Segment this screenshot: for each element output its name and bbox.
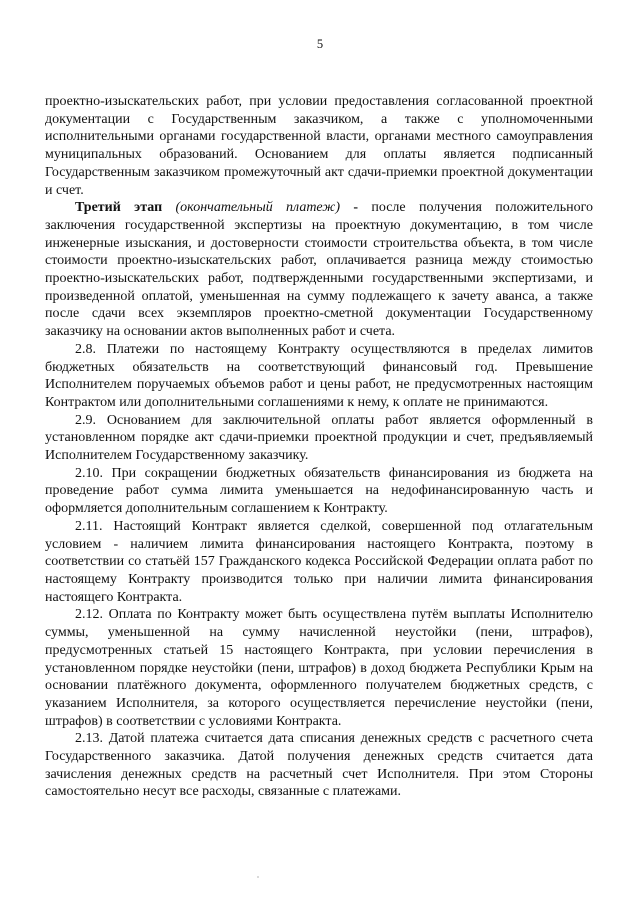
scan-speck bbox=[257, 876, 259, 878]
paragraph-third-stage bbox=[45, 199, 593, 341]
page-number: 5 bbox=[316, 37, 324, 51]
clause-2-9: 2.9. Основанием для заключительной оплаты работ является оформленный в установленном порядке акт сдачи-приемки проектной продукции и счет, предъявляемый Исполнителем Государственному заказчику. bbox=[45, 412, 593, 464]
third-stage-text: после получения положительного заключения государственной экспертизы на проектную документацию, в том числе инженерные изыскания, и достоверности стоимости строительства объекта, в том числе стоимости проектно-изыскательских работ, оплачивается разница между стоимостью проектно-изыскательских работ, подтвержденными государственными экспертизами, и произведенной оплатой, уменьшенная на сумму подлежащего к зачету аванса, а также после сдачи всех экземпляров проектно-сметной документации Государственному заказчику на основании актов выполненных работ и счета. bbox=[45, 200, 593, 340]
final-payment-note: (окончательный платеж) bbox=[175, 200, 340, 216]
clause-2-12: 2.12. Оплата по Контракту может быть осуществлена путём выплаты Исполнителю суммы, уменьшенной на сумму начисленной неустойки (пени, штрафов), предусмотренных статьей 15 настоящего Контракта, при условии перечисления в установленном порядке неустойки (пени, штрафов) в доход бюджета Республики Крым на основании платёжного документа, оформленного получателем бюджетных средств, с указанием Исполнителя, за которого осуществляется перечисление неустойки (пени, штрафов) в соответствии с условиями Контракта. bbox=[45, 607, 593, 729]
document-body bbox=[45, 93, 593, 801]
clause-2-8: 2.8. Платежи по настоящему Контракту осуществляются в пределах лимитов бюджетных обязательств на соответствующий финансовый год. Превышение Исполнителем поручаемых объемов работ и цены работ, не предусмотренных настоящим Контрактом или дополнительными соглашениями к нему, к оплате не принимаются. bbox=[45, 341, 593, 410]
clause-2-10: 2.10. При сокращении бюджетных обязательств финансирования из бюджета на проведение работ сумма лимита уменьшается на недофинансированную часть и оформляется дополнительным соглашением к Контракту. bbox=[45, 465, 593, 517]
clause-2-13: 2.13. Датой платежа считается дата списания денежных средств с расчетного счета Государственного заказчика. Датой получения денежных средств считается дата зачисления денежных средств на расчетный счет Исполнителя. При этом Стороны самостоятельно несут все расходы, связанные с платежами. bbox=[45, 731, 593, 800]
paragraph-payment-stage-2-continued: проектно-изыскательских работ, при условии предоставления согласованной проектной документации с Государственным заказчиком, а также с уполномоченными исполнительными органами государственной власти, органами местного самоуправления муниципальных образований. Основанием для оплаты является подписанный Государственным заказчиком промежуточный акт сдачи-приемки проектной документации и счет. bbox=[45, 94, 593, 198]
third-stage-heading: Третий этап bbox=[75, 200, 163, 216]
third-stage-dash: - bbox=[339, 200, 372, 216]
clause-2-11: 2.11. Настоящий Контракт является сделкой, совершенной под отлагательным условием - наличием лимита финансирования настоящего Контракта, поэтому в соответствии со статьёй 157 Гражданского кодекса Российской Федерации оплата работ по настоящему Контракту производится только при наличии лимита финансирования настоящего Контракта. bbox=[45, 518, 593, 605]
